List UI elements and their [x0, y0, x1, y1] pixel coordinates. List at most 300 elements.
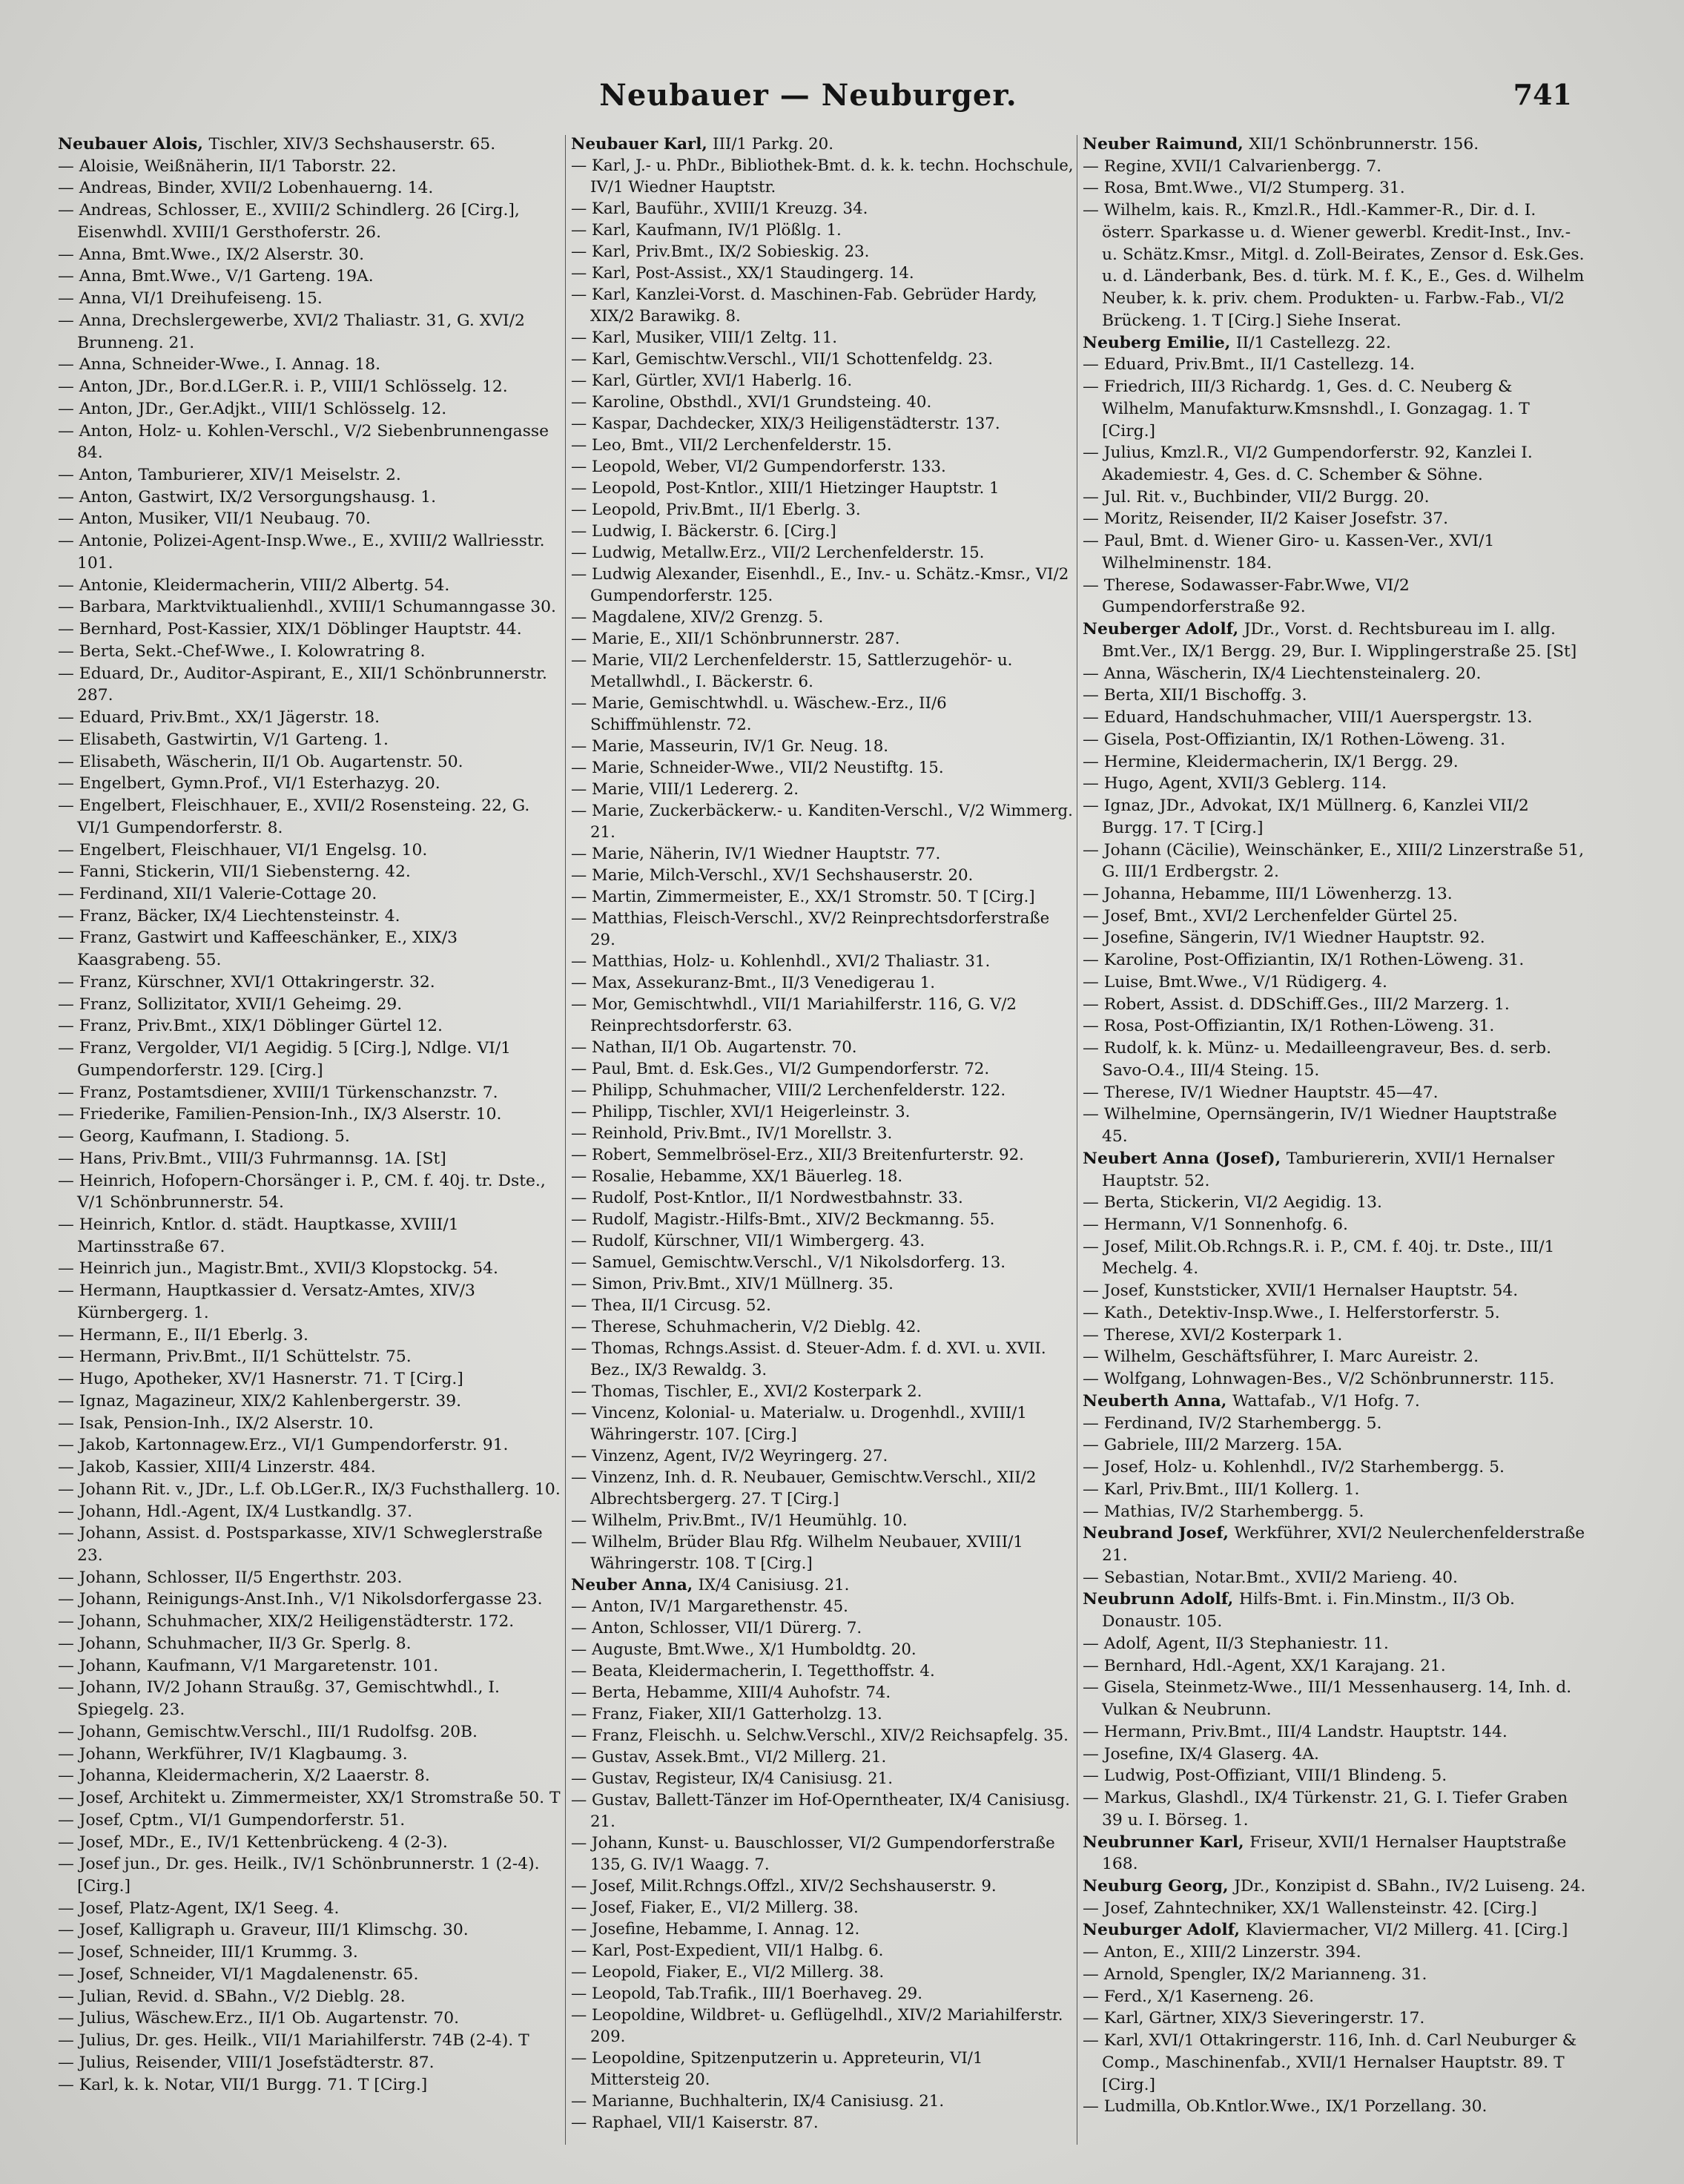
entry-surname: Neuburger Adolf,	[1083, 1920, 1246, 1940]
entry-text: Wattafab., V/1 Hofg. 7.	[1232, 1391, 1420, 1411]
directory-entry	[1083, 1743, 1587, 1766]
directory-entry	[571, 1768, 1075, 1789]
entry-text: — Anton, Gastwirt, IX/2 Versorgungshausg. 1.	[58, 487, 437, 507]
directory-entry	[58, 530, 562, 574]
directory-entry	[1083, 1832, 1587, 1875]
entry-text: — Anton, Tamburierer, XIV/1 Meiselstr. 2.	[58, 466, 401, 485]
directory-entry	[1083, 2096, 1587, 2118]
entry-text: — Rosalie, Hebamme, XX/1 Bäuerleg. 18.	[571, 1167, 903, 1186]
entry-text: — Karl, Priv.Bmt., IX/2 Sobieskig. 23.	[571, 243, 870, 261]
entry-text: — Jakob, Kartonnagew.Erz., VI/1 Gumpendorferstr. 91.	[58, 1436, 509, 1455]
directory-entry	[58, 1082, 562, 1104]
entry-text: — Johann, Reinigungs-Anst.Inh., V/1 Nikolsdorfergasse 23.	[58, 1590, 543, 1609]
entry-text: — Robert, Semmelbrösel-Erz., XII/3 Breitenfurterstr. 92.	[571, 1146, 1024, 1164]
page-title: Neubauer — Neuburger.	[599, 78, 1017, 113]
directory-entry	[571, 1058, 1075, 1080]
directory-entry	[58, 1986, 562, 2008]
entry-text: — Elisabeth, Gastwirtin, V/1 Garteng. 1.	[58, 730, 389, 749]
directory-entry	[58, 354, 562, 376]
directory-entry	[58, 420, 562, 464]
directory-entry	[58, 1919, 562, 1941]
directory-entry	[58, 663, 562, 707]
entry-text: — Julian, Revid. d. SBahn., V/2 Dieblg. 28.	[58, 1987, 406, 2006]
entry-text: — Thomas, Tischler, E., XVI/2 Kosterpark 2.	[571, 1382, 922, 1401]
directory-entry	[58, 177, 562, 199]
directory-entry	[58, 927, 562, 971]
directory-entry	[58, 1522, 562, 1566]
entry-text: — Vincenz, Kolonial- u. Materialw. u. Drogenhdl., XVIII/1 Währingerstr. 107. [Cirg.]	[571, 1404, 1027, 1444]
directory-entry	[58, 310, 562, 354]
directory-entry	[571, 370, 1075, 392]
directory-entry	[1083, 905, 1587, 928]
entry-text: — Fanni, Stickerin, VII/1 Siebensterng. 42.	[58, 862, 411, 882]
entry-text: — Franz, Fiaker, XII/1 Gatterholzg. 13.	[571, 1705, 882, 1723]
entry-text: — Isak, Pension-Inh., IX/2 Alserstr. 10.	[58, 1413, 374, 1433]
entry-text: — Johann, Schuhmacher, XIX/2 Heiligenstädterstr. 172.	[58, 1612, 515, 1632]
directory-entry	[58, 1501, 562, 1523]
entry-text: — Josef jun., Dr. ges. Heilk., IV/1 Schönbrunnerstr. 1 (2-4). [Cirg.]	[58, 1855, 540, 1896]
directory-entry	[58, 1655, 562, 1677]
entry-text: — Karl, Gemischtw.Verschl., VII/1 Schottenfeldg. 23.	[571, 350, 994, 369]
directory-entry	[1083, 177, 1587, 199]
entry-text: — Karl, Musiker, VIII/1 Zeltg. 11.	[571, 329, 838, 347]
directory-entry	[1083, 199, 1587, 331]
entry-text: — Rudolf, Magistr.-Hilfs-Bmt., XIV/2 Beckmanng. 55.	[571, 1210, 995, 1229]
directory-entry	[571, 564, 1075, 607]
entry-text: IX/4 Canisiusg. 21.	[698, 1576, 850, 1594]
entry-text: — Leopold, Tab.Trafik., III/1 Boerhaveg. 29.	[571, 1985, 922, 2003]
entry-text: — Vinzenz, Agent, IV/2 Weyringerg. 27.	[571, 1447, 888, 1465]
entry-text: — Eduard, Priv.Bmt., II/1 Castellezg. 14.	[1083, 355, 1416, 375]
entry-text: — Karoline, Post-Offiziantin, IX/1 Rothen-Löweng. 31.	[1083, 951, 1525, 970]
entry-text: — Anna, Bmt.Wwe., V/1 Garteng. 19A.	[58, 267, 374, 286]
entry-text: — Raphael, VII/1 Kaiserstr. 87.	[571, 2114, 819, 2132]
entry-text: — Ferdinand, XII/1 Valerie-Cottage 20.	[58, 884, 377, 903]
entry-text: — Therese, XVI/2 Kosterpark 1.	[1083, 1325, 1343, 1345]
entry-text: — Friedrich, III/3 Richardg. 1, Ges. d. C. Neuberg & Wilhelm, Manufakturw.Kmsnshdl., I. Gonzagag. 1. T [Cirg.]	[1083, 377, 1530, 441]
directory-entry	[58, 596, 562, 618]
directory-entry	[1083, 1192, 1587, 1214]
entry-text: — Johann (Cäcilie), Weinschänker, E., XIII/2 Linzerstraße 51, G. III/1 Erdbergstr. 2.	[1083, 840, 1585, 882]
directory-entry	[1083, 332, 1587, 354]
entry-text: — Wilhelmine, Opernsängerin, IV/1 Wiedner Hauptstraße 45.	[1083, 1105, 1557, 1147]
entry-text: — Thea, II/1 Circusg. 52.	[571, 1296, 771, 1315]
entry-text: — Engelbert, Fleischhauer, E., XVII/2 Rosensteing. 22, G. VI/1 Gumpendorferstr. 8.	[58, 796, 530, 837]
directory-entry	[58, 707, 562, 729]
directory-entry	[58, 508, 562, 530]
entry-text: — Martin, Zimmermeister, E., XX/1 Stromstr. 50. T [Cirg.]	[571, 888, 1035, 906]
entry-text: — Eduard, Priv.Bmt., XX/1 Jägerstr. 18.	[58, 708, 380, 728]
entry-surname: Neubrunner Karl,	[1083, 1832, 1250, 1852]
directory-entry	[571, 1209, 1075, 1230]
directory-entry	[571, 843, 1075, 865]
entry-text: — Therese, IV/1 Wiedner Hauptstr. 45—47.	[1083, 1083, 1439, 1102]
directory-entry	[58, 2074, 562, 2096]
directory-entry	[571, 220, 1075, 241]
entry-surname: Neubauer Karl,	[571, 135, 713, 154]
entry-text: — Markus, Glashdl., IX/4 Türkenstr. 21, G. I. Tiefer Graben 39 u. I. Börseg. 1.	[1083, 1789, 1568, 1830]
entry-text: — Wilhelm, Brüder Blau Rfg. Wilhelm Neubauer, XVIII/1 Währingerstr. 108. T [Cirg.]	[571, 1533, 1023, 1573]
entry-text: — Franz, Bäcker, IX/4 Liechtensteinstr. 4.	[58, 906, 400, 926]
directory-entry	[58, 1898, 562, 1920]
directory-entry	[571, 800, 1075, 843]
directory-entry	[571, 1660, 1075, 1682]
entry-text: — Leopold, Weber, VI/2 Gumpendorferstr. 133.	[571, 458, 946, 476]
directory-entry	[571, 1703, 1075, 1725]
directory-entry	[571, 1037, 1075, 1058]
directory-entry	[571, 284, 1075, 327]
directory-entry	[571, 1445, 1075, 1467]
directory-entry	[58, 199, 562, 243]
directory-entry	[571, 972, 1075, 994]
entry-text: — Leo, Bmt., VII/2 Lerchenfelderstr. 15.	[571, 436, 892, 455]
directory-entry	[1083, 2008, 1587, 2030]
directory-entry	[571, 994, 1075, 1037]
directory-entry	[58, 1721, 562, 1743]
directory-entry	[1083, 530, 1587, 574]
entry-text: — Josef, Schneider, VI/1 Magdalenenstr. 65.	[58, 1964, 419, 1984]
entry-text: — Sebastian, Notar.Bmt., XVII/2 Marieng. 40.	[1083, 1568, 1458, 1587]
entry-text: — Gisela, Post-Offiziantin, IX/1 Rothen-Löweng. 31.	[1083, 730, 1506, 749]
directory-entry	[1083, 1103, 1587, 1147]
directory-entry	[571, 521, 1075, 542]
entry-text: — Josefine, Sängerin, IV/1 Wiedner Hauptstr. 92.	[1083, 928, 1485, 948]
entry-text: — Anton, IV/1 Margarethenstr. 45.	[571, 1597, 848, 1616]
entry-text: — Johanna, Hebamme, III/1 Löwenherzg. 13.	[1083, 884, 1453, 903]
entry-text: — Paul, Bmt. d. Esk.Ges., VI/2 Gumpendorferstr. 72.	[571, 1060, 990, 1078]
entry-text: — Josef, Architekt u. Zimmermeister, XX/1 Stromstraße 50. T	[58, 1789, 561, 1808]
entry-text: — Johann, Kunst- u. Bauschlosser, VI/2 Gumpendorferstraße 135, G. IV/1 Waagg. 7.	[571, 1834, 1055, 1874]
directory-entry	[1083, 1456, 1587, 1479]
entry-text: — Engelbert, Gymn.Prof., VI/1 Esterhazyg. 20.	[58, 774, 440, 794]
entry-text: — Philipp, Schuhmacher, VIII/2 Lerchenfelderstr. 122.	[571, 1081, 1006, 1100]
entry-text: — Josefine, Hebamme, I. Annag. 12.	[571, 1920, 860, 1939]
directory-entry	[571, 1832, 1075, 1875]
entry-text: — Anton, Holz- u. Kohlen-Verschl., V/2 Siebenbrunnengasse 84.	[58, 421, 549, 463]
directory-entry	[58, 464, 562, 486]
entry-text: — Robert, Assist. d. DDSchiff.Ges., III/2 Marzerg. 1.	[1083, 994, 1510, 1014]
directory-entry	[1083, 1765, 1587, 1787]
entry-text: Werkführer, XVI/2 Neulerchenfelderstraße 21.	[1102, 1524, 1585, 1565]
directory-entry	[571, 499, 1075, 521]
entry-text: — Leopold, Fiaker, E., VI/2 Millerg. 38.	[571, 1963, 885, 1982]
directory-entry	[571, 198, 1075, 220]
directory-entry	[58, 376, 562, 398]
directory-entry	[1083, 1588, 1587, 1632]
entry-text: — Franz, Fleischh. u. Selchw.Verschl., XIV/2 Reichsapfelg. 35.	[571, 1726, 1069, 1745]
directory-entry	[58, 994, 562, 1016]
entry-text: — Rudolf, Post-Kntlor., II/1 Nordwestbahnstr. 33.	[571, 1189, 963, 1207]
entry-text: — Josef, Cptm., VI/1 Gumpendorferstr. 51.	[58, 1810, 406, 1830]
directory-entry	[571, 628, 1075, 650]
entry-text: — Philipp, Tischler, XVI/1 Heigerleinstr. 3.	[571, 1103, 911, 1121]
directory-entry	[1083, 156, 1587, 178]
directory-entry	[571, 1596, 1075, 1617]
directory-entry	[1083, 1787, 1587, 1831]
entry-text: — Gabriele, III/2 Marzerg. 15A.	[1083, 1436, 1343, 1455]
entry-text: — Anton, Musiker, VII/1 Neubaug. 70.	[58, 509, 371, 529]
directory-entry	[571, 1617, 1075, 1639]
directory-entry	[571, 1166, 1075, 1187]
entry-text: — Karoline, Obsthdl., XVI/1 Grundsteing. 40.	[571, 393, 932, 412]
directory-entry	[571, 1316, 1075, 1338]
entry-text: — Johann, Hdl.-Agent, IX/4 Lustkandlg. 37.	[58, 1502, 413, 1521]
entry-text: — Franz, Postamtsdiener, XVIII/1 Türkenschanzstr. 7.	[58, 1083, 498, 1102]
directory-entry	[1083, 1898, 1587, 1920]
directory-entry	[571, 1144, 1075, 1166]
directory-entry	[1083, 1390, 1587, 1413]
directory-entry	[571, 1402, 1075, 1445]
column-1	[58, 133, 562, 2096]
directory-entry	[571, 693, 1075, 736]
entry-text: — Anton, E., XIII/2 Linzerstr. 394.	[1083, 1943, 1361, 1962]
entry-text: — Johann, Kaufmann, V/1 Margaretenstr. 101.	[58, 1656, 439, 1675]
entry-text: — Andreas, Schlosser, E., XVIII/2 Schindlerg. 26 [Cirg.], Eisenwhdl. XVIII/1 Gersthoferstr. 26.	[58, 201, 520, 242]
entry-text: — Bernhard, Post-Kassier, XIX/1 Döblinger Hauptstr. 44.	[58, 620, 522, 639]
directory-entry	[58, 2008, 562, 2030]
entry-text: — Karl, Priv.Bmt., III/1 Kollerg. 1.	[1083, 1479, 1360, 1499]
entry-surname: Neuburg Georg,	[1083, 1876, 1235, 1896]
entry-text: — Hermann, Priv.Bmt., II/1 Schüttelstr. 75.	[58, 1347, 412, 1367]
entry-text: — Josef, Kalligraph u. Graveur, III/1 Klimschg. 30.	[58, 1921, 469, 1940]
entry-text: — Hans, Priv.Bmt., VIII/3 Fuhrmannsg. 1A. [St]	[58, 1149, 446, 1168]
entry-surname: Neubauer Alois,	[58, 134, 209, 154]
directory-entry	[571, 1381, 1075, 1402]
entry-text: — Franz, Kürschner, XVI/1 Ottakringerstr. 32.	[58, 972, 435, 992]
directory-entry	[1083, 949, 1587, 971]
directory-entry	[58, 1280, 562, 1324]
entry-text: — Arnold, Spengler, IX/2 Marianneng. 31.	[1083, 1964, 1427, 1984]
entry-text: — Johann Rit. v., JDr., L.f. Ob.LGer.R., IX/3 Fuchsthallerg. 10.	[58, 1479, 561, 1499]
directory-entry	[58, 1214, 562, 1258]
directory-entry	[58, 486, 562, 509]
directory-entry	[571, 1725, 1075, 1746]
entry-text: — Berta, Sekt.-Chef-Wwe., I. Kolowratring 8.	[58, 641, 426, 661]
directory-entry	[1083, 1368, 1587, 1390]
directory-entry	[58, 729, 562, 751]
entry-text: Friseur, XVII/1 Hernalser Hauptstraße 168.	[1102, 1832, 1567, 1874]
entry-text: — Karl, Kanzlei-Vorst. d. Maschinen-Fab. Gebrüder Hardy, XIX/2 Barawikg. 8.	[571, 286, 1037, 326]
directory-entry	[571, 2048, 1075, 2091]
directory-entry	[571, 1962, 1075, 1983]
directory-entry	[571, 1574, 1075, 1596]
directory-entry	[1083, 1633, 1587, 1655]
column-2	[571, 133, 1075, 2134]
entry-text: — Hermann, Priv.Bmt., III/4 Landstr. Hauptstr. 144.	[1083, 1722, 1508, 1741]
entry-text: — Johann, IV/2 Johann Straußg. 37, Gemischtwhdl., I. Spiegelg. 23.	[58, 1678, 500, 1720]
directory-entry	[571, 435, 1075, 456]
entry-surname: Neubrand Josef,	[1083, 1523, 1235, 1543]
entry-text: — Josef, Milit.Ob.Rchngs.R. i. P., CM. f. 40j. tr. Dste., III/1 Mechelg. 4.	[1083, 1237, 1555, 1279]
directory-entry	[58, 2052, 562, 2074]
directory-entry	[58, 971, 562, 994]
entry-text: — Anna, Schneider-Wwe., I. Annag. 18.	[58, 355, 381, 375]
directory-entry	[58, 133, 562, 156]
entry-text: — Matthias, Holz- u. Kohlenhdl., XVI/2 Thaliastr. 31.	[571, 952, 991, 971]
entry-surname: Neuber Raimund,	[1083, 134, 1249, 154]
entry-text: — Ludwig, Post-Offiziant, VIII/1 Blindeng. 5.	[1083, 1766, 1447, 1786]
entry-text: — Matthias, Fleisch-Verschl., XV/2 Reinprechtsdorferstraße 29.	[571, 909, 1050, 949]
directory-entry	[58, 839, 562, 862]
directory-entry	[58, 1809, 562, 1832]
entry-text: — Moritz, Reisender, II/2 Kaiser Josefstr. 37.	[1083, 509, 1449, 529]
entry-text: — Karl, Bauführ., XVIII/1 Kreuzg. 34.	[571, 199, 868, 218]
entry-text: JDr., Vorst. d. Rechtsbureau im I. allg. Bmt.Ver., IX/1 Bergg. 29, Bur. I. Wipplingerstraße 25. [St]	[1102, 620, 1577, 661]
page-number: 741	[1513, 78, 1572, 111]
entry-text: — Rudolf, Kürschner, VII/1 Wimbergerg. 43.	[571, 1232, 925, 1250]
directory-entry	[58, 1346, 562, 1368]
directory-entry	[571, 456, 1075, 478]
entry-text: — Leopoldine, Spitzenputzerin u. Appreteurin, VI/1 Mittersteig 20.	[571, 2049, 983, 2089]
directory-entry	[1083, 1280, 1587, 1302]
entry-text: — Heinrich, Hofopern-Chorsänger i. P., CM. f. 40j. tr. Dste., V/1 Schönbrunnerstr. 54.	[58, 1171, 546, 1213]
directory-entry	[571, 1080, 1075, 1101]
directory-entry	[58, 1103, 562, 1126]
directory-entry	[58, 1787, 562, 1809]
directory-entry	[571, 1639, 1075, 1660]
entry-text: — Heinrich jun., Magistr.Bmt., XVII/3 Klopstockg. 54.	[58, 1259, 498, 1279]
directory-entry	[1083, 618, 1587, 662]
directory-entry	[58, 1743, 562, 1766]
directory-entry	[58, 265, 562, 288]
entry-text: — Josef, Platz-Agent, IX/1 Seeg. 4.	[58, 1898, 340, 1918]
column-3	[1083, 133, 1587, 2118]
entry-text: — Regine, XVII/1 Calvarienbergg. 7.	[1083, 156, 1382, 176]
entry-text: — Karl, k. k. Notar, VII/1 Burgg. 71. T [Cirg.]	[58, 2075, 428, 2094]
directory-entry	[58, 288, 562, 310]
directory-entry	[1083, 795, 1587, 839]
entry-text: — Mathias, IV/2 Starhembergg. 5.	[1083, 1502, 1364, 1521]
directory-entry	[58, 1015, 562, 1037]
entry-text: — Aloisie, Weißnäherin, II/1 Taborstr. 22.	[58, 156, 397, 176]
entry-text: — Karl, Gürtler, XVI/1 Haberlg. 16.	[571, 372, 853, 390]
directory-entry	[1083, 773, 1587, 795]
directory-entry	[571, 951, 1075, 972]
directory-entry	[571, 413, 1075, 435]
entry-text: — Leopold, Post-Kntlor., XIII/1 Hietzinger Hauptstr. 1	[571, 479, 1000, 498]
entry-text: — Johann, Schlosser, II/5 Engerthstr. 203.	[58, 1568, 403, 1587]
directory-entry	[571, 478, 1075, 499]
directory-entry	[571, 1897, 1075, 1919]
directory-entry	[1083, 1302, 1587, 1324]
entry-text: — Josef, Holz- u. Kohlenhdl., IV/2 Starhembergg. 5.	[1083, 1458, 1505, 1477]
entry-text: — Josef, Schneider, III/1 Krummg. 3.	[58, 1943, 358, 1962]
directory-entry	[58, 618, 562, 641]
entry-text: — Berta, Stickerin, VI/2 Aegidig. 13.	[1083, 1193, 1382, 1213]
directory-entry	[1083, 1655, 1587, 1677]
directory-entry	[58, 1434, 562, 1456]
entry-text: — Gustav, Ballett-Tänzer im Hof-Operntheater, IX/4 Canisiusg. 21.	[571, 1791, 1071, 1831]
entry-text: — Johanna, Kleidermacherin, X/2 Laaerstr. 8.	[58, 1766, 430, 1786]
directory-entry	[1083, 1941, 1587, 1964]
entry-text: — Marie, Masseurin, IV/1 Gr. Neug. 18.	[571, 737, 888, 756]
entry-text: — Marie, Zuckerbäckerw.- u. Kanditen-Verschl., V/2 Wimmerg. 21.	[571, 802, 1073, 842]
entry-text: — Eduard, Dr., Auditor-Aspirant, E., XII/1 Schönbrunnerstr. 287.	[58, 664, 547, 705]
directory-entry	[571, 1919, 1075, 1940]
directory-entry	[1083, 2030, 1587, 2096]
directory-entry	[1083, 1721, 1587, 1743]
entry-text: — Julius, Dr. ges. Heilk., VII/1 Mariahilferstr. 74B (2-4). T	[58, 2031, 529, 2051]
entry-text: — Anton, JDr., Ger.Adjkt., VIII/1 Schlösselg. 12.	[58, 399, 447, 418]
entry-text: — Gustav, Registeur, IX/4 Canisiusg. 21.	[571, 1769, 893, 1788]
entry-surname: Neubrunn Adolf,	[1083, 1589, 1239, 1609]
entry-text: — Bernhard, Hdl.-Agent, XX/1 Karajang. 21.	[1083, 1656, 1446, 1675]
directory-entry	[1083, 883, 1587, 905]
entry-text: — Therese, Sodawasser-Fabr.Wwe, VI/2 Gumpendorferstraße 92.	[1083, 575, 1410, 617]
directory-entry	[58, 156, 562, 178]
entry-text: — Reinhold, Priv.Bmt., IV/1 Morellstr. 3.	[571, 1124, 893, 1143]
entry-text: — Hermann, V/1 Sonnenhofg. 6.	[1083, 1215, 1348, 1234]
entry-text: — Franz, Vergolder, VI/1 Aegidig. 5 [Cirg.], Ndlge. VI/1 Gumpendorferstr. 129. [Cirg.]	[58, 1039, 512, 1080]
entry-text: Tischler, XIV/3 Sechshauserstr. 65.	[208, 135, 496, 154]
entry-text: — Gustav, Assek.Bmt., VI/2 Millerg. 21.	[571, 1748, 887, 1766]
entry-text: — Anna, Bmt.Wwe., IX/2 Alserstr. 30.	[58, 245, 365, 264]
directory-entry	[571, 607, 1075, 628]
directory-entry	[58, 1567, 562, 1589]
entry-text: — Franz, Priv.Bmt., XIX/1 Döblinger Gürtel 12.	[58, 1017, 443, 1036]
directory-entry	[571, 757, 1075, 779]
entry-text: — Anton, JDr., Bor.d.LGer.R. i. P., VIII/1 Schlösselg. 12.	[58, 377, 508, 397]
directory-entry	[58, 1832, 562, 1854]
directory-entry	[1083, 1037, 1587, 1081]
entry-text: — Ferdinand, IV/2 Starhembergg. 5.	[1083, 1413, 1382, 1433]
entry-surname: Neuberth Anna,	[1083, 1390, 1232, 1411]
entry-surname: Neuber Anna,	[571, 1576, 699, 1594]
directory-entry	[1083, 663, 1587, 685]
entry-text: — Johann, Schuhmacher, II/3 Gr. Sperlg. 8.	[58, 1634, 412, 1653]
directory-entry	[1083, 839, 1587, 883]
directory-entry	[571, 1273, 1075, 1295]
directory-entry	[1083, 927, 1587, 949]
directory-entry	[58, 1941, 562, 1964]
entry-text: — Karl, J.- u. PhDr., Bibliothek-Bmt. d. k. k. techn. Hochschule, IV/1 Wiedner Hauptstr.	[571, 156, 1074, 197]
directory-entry	[58, 795, 562, 839]
directory-entry	[571, 1230, 1075, 1252]
directory-entry	[571, 886, 1075, 908]
entry-text: — Barbara, Marktviktualienhdl., XVIII/1 Schumanngasse 30.	[58, 598, 556, 617]
entry-text: II/1 Castellezg. 22.	[1235, 333, 1391, 352]
directory-entry	[1083, 751, 1587, 773]
directory-entry	[1083, 486, 1587, 509]
entry-text: — Josefine, IX/4 Glaserg. 4A.	[1083, 1744, 1319, 1764]
entry-text: — Marie, Schneider-Wwe., VII/2 Neustiftg. 15.	[571, 759, 944, 777]
entry-text: — Josef, Fiaker, E., VI/2 Millerg. 38.	[571, 1898, 859, 1917]
directory-entry	[1083, 1082, 1587, 1104]
entry-text: Tamburiererin, XVII/1 Hernalser Hauptstr. 52.	[1102, 1149, 1555, 1190]
entry-surname: Neubert Anna (Josef),	[1083, 1148, 1287, 1168]
entry-text: — Franz, Gastwirt und Kaffeeschänker, E., XIX/3 Kaasgrabeng. 55.	[58, 928, 458, 970]
directory-entry	[58, 1413, 562, 1435]
directory-entry	[571, 392, 1075, 413]
directory-entry	[571, 1746, 1075, 1768]
entry-text: — Kaspar, Dachdecker, XIX/3 Heiligenstädterstr. 137.	[571, 415, 1000, 433]
entry-text: — Anna, Wäscherin, IX/4 Liechtensteinalerg. 20.	[1083, 664, 1482, 683]
entry-text: — Wilhelm, Geschäftsführer, I. Marc Aureistr. 2.	[1083, 1347, 1479, 1367]
entry-text: — Wolfgang, Lohnwagen-Bes., V/2 Schönbrunnerstr. 115.	[1083, 1370, 1555, 1389]
directory-entry	[1083, 684, 1587, 707]
directory-entry	[58, 244, 562, 266]
directory-entry	[571, 155, 1075, 198]
entry-text: — Ludwig Alexander, Eisenhdl., E., Inv.- u. Schätz.-Kmsr., VI/2 Gumpendorferstr. 125.	[571, 565, 1069, 605]
entry-text: — Josef, Kunststicker, XVII/1 Hernalser Hauptstr. 54.	[1083, 1281, 1519, 1301]
entry-text: — Anna, VI/1 Dreihufeiseng. 15.	[58, 289, 323, 309]
entry-text: — Marie, E., XII/1 Schönbrunnerstr. 287.	[571, 630, 900, 648]
directory-entry	[58, 861, 562, 883]
entry-text: — Karl, Gärtner, XIX/3 Sieveringerstr. 17.	[1083, 2009, 1425, 2028]
directory-entry	[571, 327, 1075, 349]
directory-entry	[571, 241, 1075, 263]
directory-entry	[1083, 1919, 1587, 1941]
